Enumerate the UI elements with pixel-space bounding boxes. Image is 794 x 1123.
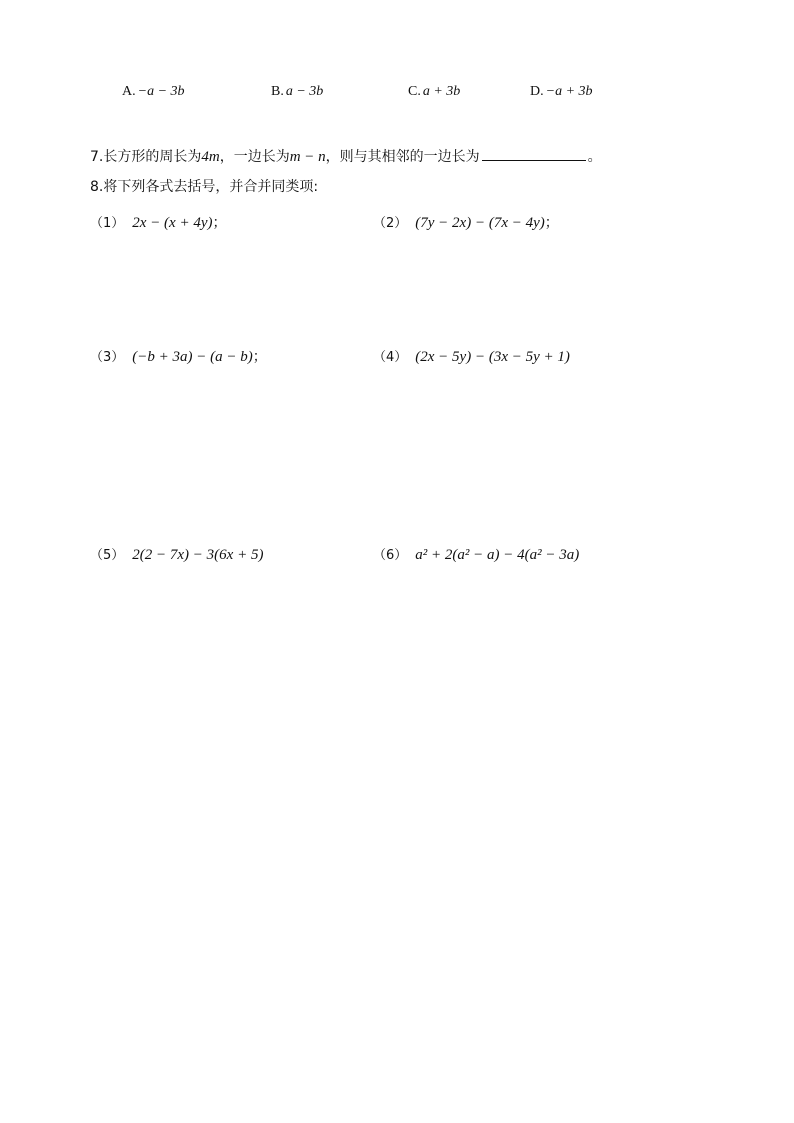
question-7	[90, 146, 602, 166]
option-a-letter: A.	[122, 84, 136, 99]
q7-math-perimeter: 4m	[201, 149, 220, 165]
q8-item-4-num: （4）	[373, 350, 408, 365]
option-b	[271, 83, 323, 100]
q7-text-1: 7.长方形的周长为	[90, 149, 202, 165]
q8-item-6	[373, 544, 579, 564]
option-b-expr: a − 3b	[285, 84, 324, 99]
q8-item-6-num: （6）	[373, 548, 408, 563]
q8-item-2-expr: (7y − 2x) − (7x − 4y)	[415, 215, 545, 231]
q7-text-3: ，则与其相邻的一边长为	[325, 149, 480, 165]
option-d	[530, 83, 593, 100]
q7-text-end: 。	[587, 149, 602, 165]
option-d-letter: D.	[530, 84, 544, 99]
q8-item-4-expr: (2x − 5y) − (3x − 5y + 1)	[415, 349, 570, 365]
q8-item-2	[373, 212, 559, 232]
q8-item-5-num: （5）	[90, 548, 125, 563]
q7-text-2: ，一边长为	[219, 149, 290, 165]
q8-item-5	[90, 544, 263, 564]
q8-item-1-expr: 2x − (x + 4y)	[132, 215, 213, 231]
q8-item-6-expr: a² + 2(a² − a) − 4(a² − 3a)	[415, 547, 580, 563]
option-c-expr: a + 3b	[422, 84, 461, 99]
q8-item-1-tail: ；	[212, 215, 227, 231]
option-b-letter: B.	[271, 84, 284, 99]
q7-math-side: m − n	[289, 149, 326, 165]
q7-answer-blank[interactable]	[482, 146, 586, 161]
q8-item-3-tail: ；	[252, 349, 267, 365]
q8-item-5-expr: 2(2 − 7x) − 3(6x + 5)	[132, 547, 264, 563]
q8-item-4	[373, 346, 570, 366]
option-a	[122, 83, 185, 100]
option-d-expr: −a + 3b	[545, 84, 593, 99]
q8-item-2-tail: ；	[544, 215, 559, 231]
q8-item-3-num: （3）	[90, 350, 125, 365]
q8-item-2-num: （2）	[373, 216, 408, 231]
question-8-title: 8.将下列各式去括号，并合并同类项:	[90, 179, 319, 195]
option-a-expr: −a − 3b	[137, 84, 185, 99]
option-c	[408, 83, 460, 100]
q8-item-1	[90, 212, 227, 232]
q8-item-3	[90, 346, 267, 366]
option-c-letter: C.	[408, 84, 421, 99]
q8-item-1-num: （1）	[90, 216, 125, 231]
q8-item-3-expr: (−b + 3a) − (a − b)	[132, 349, 253, 365]
